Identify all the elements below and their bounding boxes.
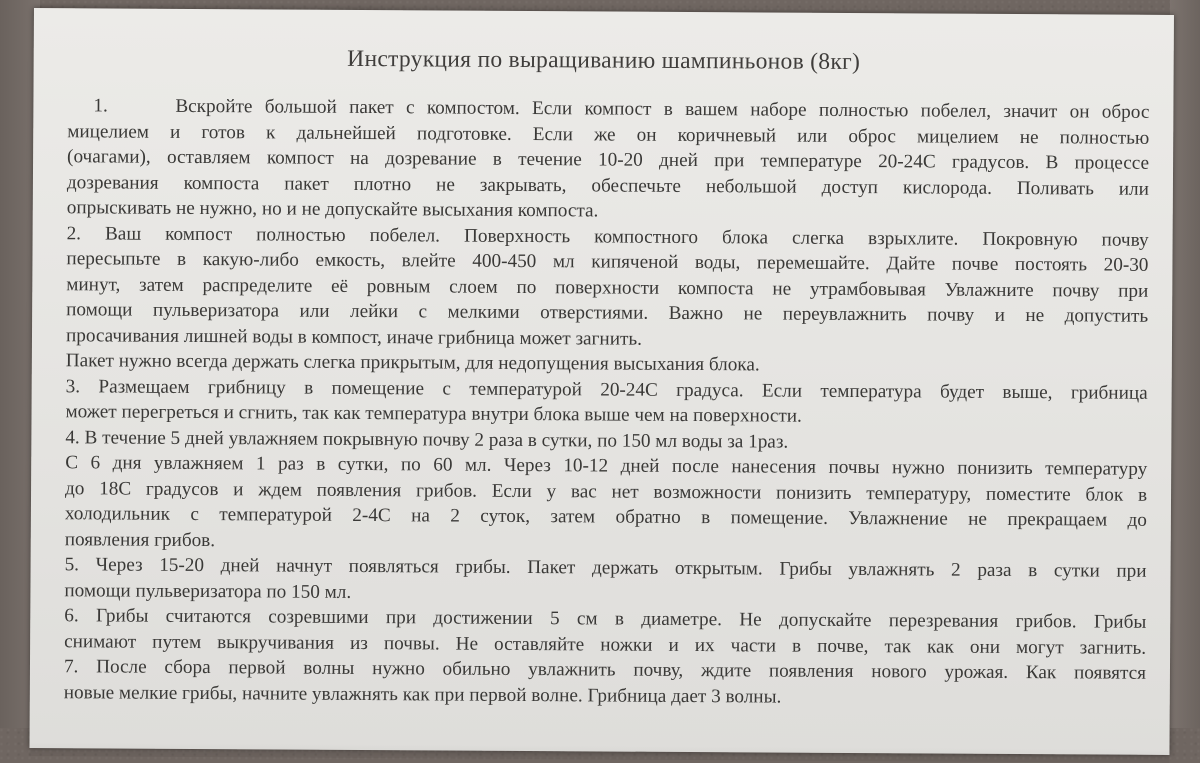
text-line: помощи пульверизатора или лейки с мелкими отверстиями. Важно не переувлажнить почву и не допустить	[66, 299, 1149, 327]
text-line: может перегреться и сгнить, так как температура внутри блока выше чем на поверхности.	[65, 401, 802, 427]
text-line: пересыпьте в какую-либо емкость, влейте 400-450 мл кипяченой воды, перемешайте. Дайте почве постоять 20-30	[66, 248, 1149, 276]
text-line: (очагами), оставляем компост на дозревание в течение 10-20 дней при температуре 20-24С градусов. В процессе	[67, 146, 1150, 174]
paper-bottom-shadow	[29, 742, 1169, 763]
text-line: 5. Через 15-20 дней начнут появляться грибы. Пакет держать открытым. Грибы увлажнять 2 раза в сутки при	[64, 554, 1147, 582]
text-line: минут, затем распределите её ровным слоем по поверхности компоста не утрамбовывая Увлажните почву при	[66, 273, 1149, 302]
text-line: холодильник с температурой 2-4С на 2 суток, затем обратно в помещение. Увлажнение не прекращаем до	[64, 503, 1147, 531]
text-line: помощи пульверизатора по 150 мл.	[64, 579, 352, 603]
text-line: дозревания компоста пакет плотно не закрывать, обеспечьте небольшой доступ кислорода. Поливать или	[66, 171, 1149, 200]
text-line: опрыскивать не нужно, но и не допускайте высыхания компоста.	[66, 197, 599, 222]
text-line: 7. После сбора первой волны нужно обильно увлажнить почву, ждите появления нового урожая. Как появятся	[63, 656, 1147, 684]
step-number: 1.	[93, 95, 108, 117]
text-line: новые мелкие грибы, начните увлажнять как при первой волне. Грибница дает 3 волны.	[63, 681, 782, 708]
text-line: до 18С градусов и ждем появления грибов. Если у вас нет возможности понизить температуру, поместите блок в	[65, 477, 1148, 506]
text-line: 3. Размещаем грибницу в помещение с температурой 20-24С градуса. Если температура будет выше, грибница	[65, 375, 1148, 404]
text-line: просачивания лишней воды в компост, иначе грибница может загнить.	[65, 324, 643, 350]
text-line: снимают путем выкручивания из почвы. Не оставляйте ножки и их части в почве, так как они могут загнить.	[64, 630, 1147, 659]
text-line: Пакет нужно всегда держать слегка прикрытым, для недопущения высыхания блока.	[65, 350, 760, 376]
text-line: 2. Ваш компост полностью побелел. Поверхность компостного блока слегка взрыхлите. Покровную почву	[66, 222, 1149, 251]
text-line: появления грибов.	[64, 528, 216, 551]
text-line: 6. Грибы считаются созревшими при достижении 5 см в диаметре. Не допускайте перезревания грибов. Грибы	[64, 605, 1147, 633]
instruction-body	[64, 93, 1150, 712]
paper-sheet	[29, 8, 1173, 755]
text-line-content: Вскройте большой пакет с компостом. Если компост в вашем наборе полностью побелел, значит он оброс	[175, 95, 1150, 123]
text-line: С 6 дня увлажняем 1 раз в сутки, по 60 мл. Через 10-12 дней после нанесения почвы нужно понизить температуру	[65, 452, 1148, 480]
page-title: Инструкция по выращиванию шампиньонов (8кг)	[347, 45, 861, 76]
text-line: мицелием и готов к дальнейшей подготовке. Если же он коричневый или оброс мицелием не полностью	[67, 120, 1150, 149]
table-surface-right	[1170, 0, 1200, 728]
text-line: 4. В течение 5 дней увлажняем покрывную почву 2 раза в сутки, по 150 мл воды за 1раз.	[65, 426, 789, 453]
